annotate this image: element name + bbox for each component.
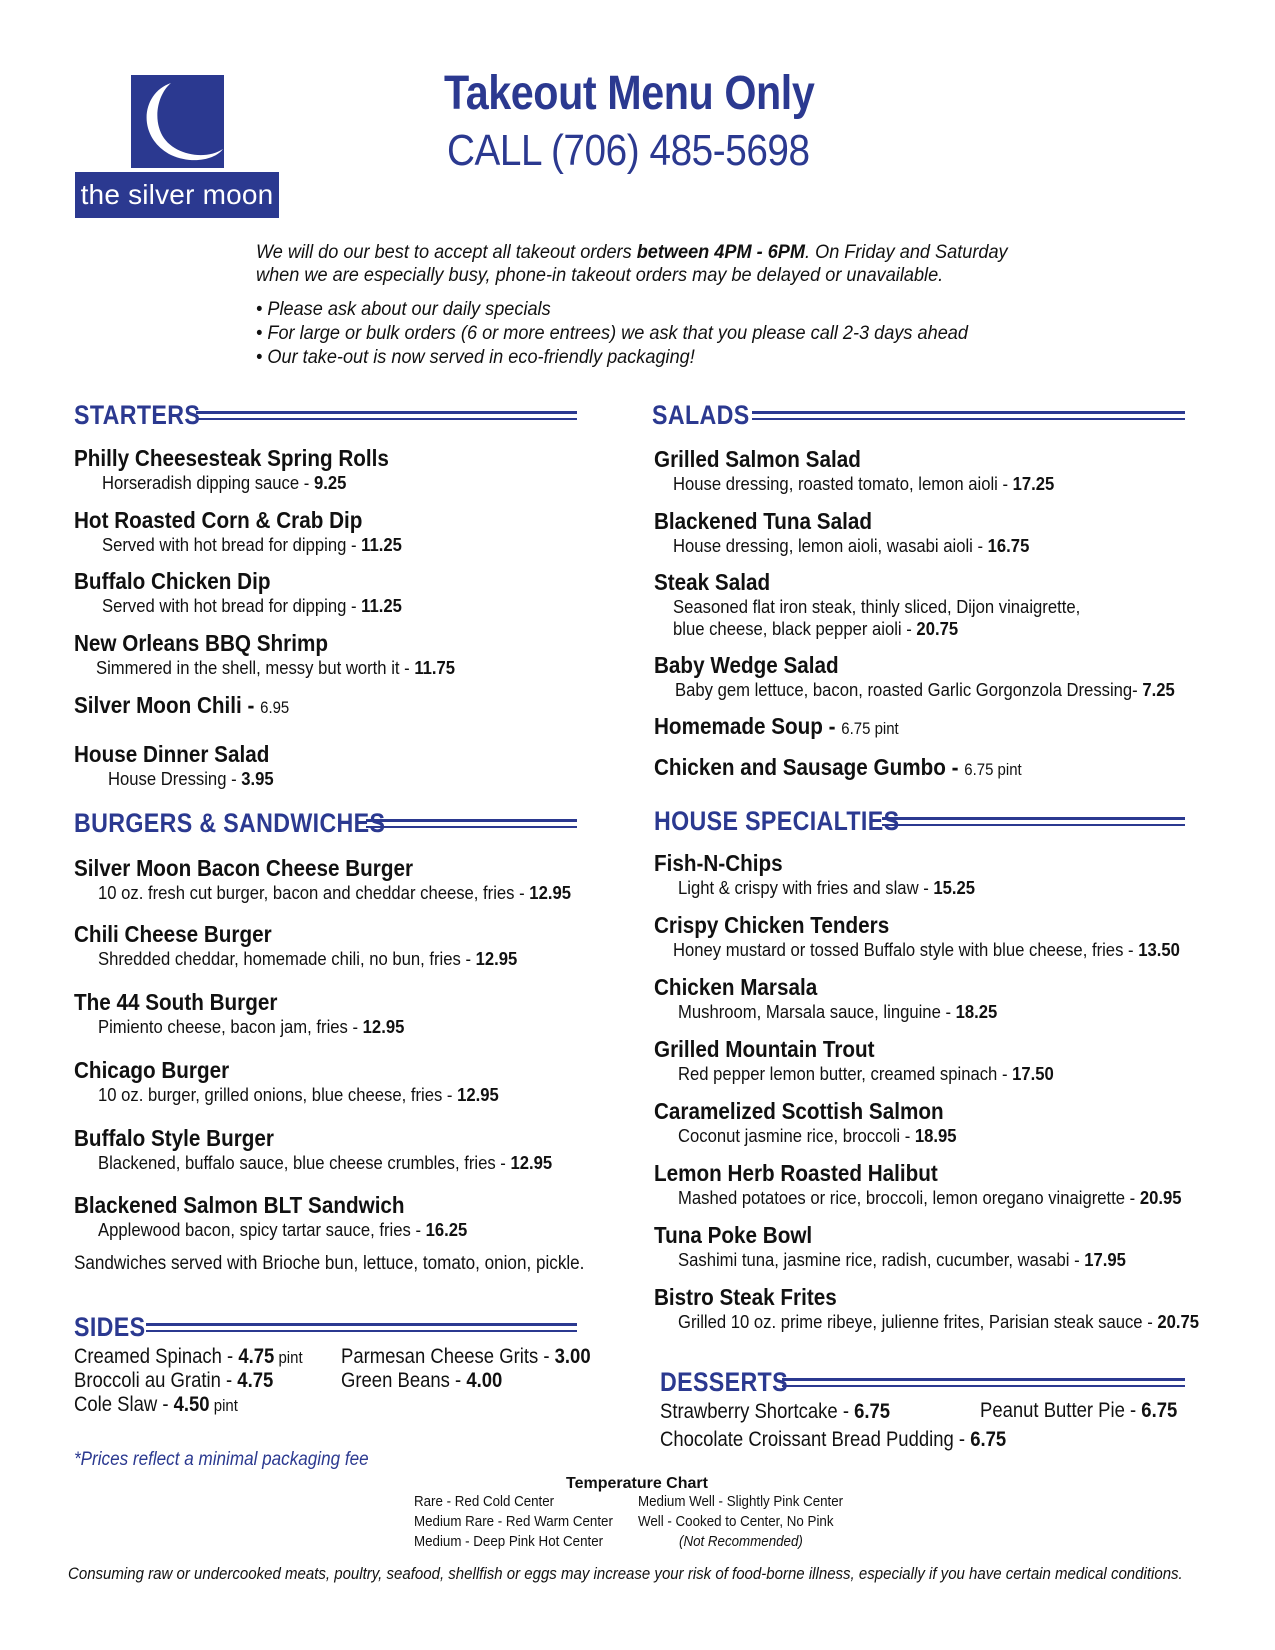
section-header-burgers [74,808,577,839]
side-item [341,1369,502,1393]
dessert-name: Chocolate Croissant Bread Pudding - [660,1428,971,1451]
item-desc [678,1125,957,1147]
item-name [654,754,1022,783]
section-rule [752,411,1185,420]
item-desc-text: Pimiento cheese, bacon jam, fries - [98,1016,363,1037]
intro-bullet: • Please ask about our daily specials [256,298,551,320]
item-name: Grilled Salmon Salad [654,446,861,472]
item-desc [673,939,1180,961]
side-item [74,1369,273,1393]
menu-item [74,741,296,790]
section-rule [882,817,1185,826]
section-rule [196,411,577,420]
menu-item [654,1036,1096,1085]
side-name: Creamed Spinach - [74,1345,239,1368]
item-price: 6.75 [964,760,994,779]
side-name: Broccoli au Gratin - [74,1369,238,1392]
menu-item [74,1125,603,1174]
section-title: BURGERS & SANDWICHES [74,808,386,838]
item-desc-text: Light & crispy with fries and slaw - [678,877,934,898]
item-price: 7.25 [1142,679,1175,700]
item-name: Grilled Mountain Trout [654,1036,875,1062]
item-desc-text: Mushroom, Marsala sauce, linguine - [678,1001,956,1022]
item-desc [98,1219,467,1241]
item-desc [678,1063,1054,1085]
menu-item [74,855,624,904]
item-name: Chicago Burger [74,1057,230,1083]
dessert-name: Peanut Butter Pie - [980,1399,1142,1422]
side-item [74,1345,303,1369]
menu-item [74,1057,543,1106]
menu-item [654,652,1230,701]
dessert-item [660,1400,890,1424]
menu-item [654,1160,1237,1209]
item-price: 9.25 [313,472,347,493]
item-desc-text: Sashimi tuna, jasmine rice, radish, cucumber, wasabi - [678,1249,1085,1270]
section-header-specialties [654,806,1185,837]
item-price: 18.95 [914,1125,957,1146]
side-price: 4.00 [466,1369,503,1392]
item-price: 20.75 [916,618,959,639]
dessert-item [980,1399,1177,1423]
item-desc-text: Mashed potatoes or rice, broccoli, lemon oregano vinaigrette - [678,1187,1140,1208]
temperature-entry: Medium Rare - Red Warm Center [414,1514,613,1530]
menu-item [74,921,564,970]
item-desc [673,473,1054,495]
item-desc-text: Blackened, buffalo sauce, blue cheese crumbles, fries - [98,1152,511,1173]
menu-item [654,508,1069,557]
item-desc-text: 10 oz. burger, grilled onions, blue cheese, fries - [98,1084,458,1105]
item-price: 17.50 [1012,1063,1054,1084]
item-desc-text: House Dressing - [108,768,242,789]
side-unit: pint [209,1396,238,1415]
menu-item [654,446,1097,495]
temperature-entry: (Not Recommended) [679,1534,803,1550]
intro-text: We will do our best to accept all takeout orders [256,241,637,263]
item-desc [678,1249,1126,1271]
temperature-chart-title: Temperature Chart [566,1475,708,1492]
item-desc-text: Coconut jasmine rice, broccoli - [678,1125,915,1146]
menu-item [654,974,1033,1023]
item-price: 20.75 [1157,1311,1200,1332]
menu-item [74,692,319,721]
item-price: 12.95 [475,948,518,969]
dessert-price: 6.75 [854,1400,891,1423]
item-name-text: Homemade Soup - [654,713,842,739]
item-desc-text: Honey mustard or tossed Buffalo style with blue cheese, fries - [673,939,1139,960]
item-desc: Seasoned flat iron steak, thinly sliced, Dijon vinaigrette, [673,596,1081,617]
section-rule [146,1323,577,1332]
item-desc [98,1152,552,1174]
item-desc [678,1187,1181,1209]
item-name: Lemon Herb Roasted Halibut [654,1160,938,1186]
section-header-sides [74,1312,577,1343]
menu-item [654,713,932,742]
item-price: 11.75 [414,657,456,678]
item-desc-text: Served with hot bread for dipping - [102,595,362,616]
crescent-moon-icon [131,75,224,168]
menu-item [74,445,432,494]
item-desc-text: House dressing, roasted tomato, lemon aioli - [673,473,1013,494]
item-price: 16.25 [425,1219,468,1240]
temperature-entry: Well - Cooked to Center, No Pink [638,1514,834,1530]
item-name: The 44 South Burger [74,989,278,1015]
item-desc [673,618,1080,640]
side-name: Parmesan Cheese Grits - [341,1345,555,1368]
menu-item [654,850,1008,899]
menu-item [654,1222,1176,1271]
temperature-entry: Medium - Deep Pink Hot Center [414,1534,604,1550]
item-name-text: Silver Moon Chili - [74,692,261,718]
item-name: Silver Moon Bacon Cheese Burger [74,855,414,881]
section-title: HOUSE SPECIALTIES [654,806,900,836]
side-name: Green Beans - [341,1369,467,1392]
section-title: STARTERS [74,400,201,430]
item-name: House Dinner Salad [74,741,270,767]
item-name: Tuna Poke Bowl [654,1222,813,1248]
item-price: 11.25 [361,595,402,616]
item-price: 3.95 [241,768,274,789]
item-price: 16.75 [987,535,1030,556]
item-price: 12.95 [529,882,571,903]
item-price: 17.95 [1084,1249,1126,1270]
section-title: DESSERTS [660,1367,788,1397]
menu-item [74,630,495,679]
item-desc [98,948,517,970]
dessert-price: 6.75 [970,1428,1007,1451]
item-unit: pint [993,760,1022,779]
item-name: Chili Cheese Burger [74,921,272,947]
item-desc-text: Horseradish dipping sauce - [102,472,314,493]
dessert-item [660,1428,1006,1452]
section-title: SALADS [652,400,750,430]
item-desc [102,472,399,494]
item-price: 17.25 [1012,473,1055,494]
item-name: Chicken Marsala [654,974,818,1000]
packaging-note: *Prices reflect a minimal packaging fee [74,1449,369,1470]
item-desc [98,1016,404,1038]
menu-item [654,1284,1257,1333]
sandwich-note: Sandwiches served with Brioche bun, lettuce, tomato, onion, pickle. [74,1253,585,1274]
item-name: Bistro Steak Frites [654,1284,837,1310]
item-desc [673,535,1029,557]
side-item [341,1345,591,1369]
menu-item [74,568,435,617]
item-price: 15.25 [933,877,976,898]
menu-item [74,1192,508,1241]
item-price: 6.75 [841,719,871,738]
item-name: Baby Wedge Salad [654,652,839,678]
side-price: 4.50 [173,1393,210,1416]
item-desc [678,877,975,899]
item-price: 11.25 [361,534,402,555]
item-desc-text: blue cheese, black pepper aioli - [673,618,917,639]
item-desc [678,1001,997,1023]
item-desc-text: Applewood bacon, spicy tartar sauce, fries - [98,1219,426,1240]
menu-item [654,754,1072,783]
side-unit: pint [274,1348,303,1367]
item-desc [96,657,455,679]
section-header-salads [652,400,1185,431]
item-desc-text: Served with hot bread for dipping - [102,534,362,555]
intro-bullet: • For large or bulk orders (6 or more entrees) we ask that you please call 2-3 days ahead [256,322,968,344]
section-title: SIDES [74,1312,146,1342]
menu-item [654,912,1236,961]
side-price: 4.75 [238,1345,275,1368]
item-name: Philly Cheesesteak Spring Rolls [74,445,389,471]
temperature-entry: Rare - Red Cold Center [414,1494,555,1510]
item-name: Buffalo Style Burger [74,1125,274,1151]
item-name: Blackened Salmon BLT Sandwich [74,1192,405,1218]
side-item [74,1393,238,1417]
item-unit: pint [870,719,899,738]
side-price: 3.00 [554,1345,591,1368]
item-desc [102,595,402,617]
item-name: Crispy Chicken Tenders [654,912,890,938]
temperature-entry: Medium Well - Slightly Pink Center [638,1494,844,1510]
item-name [74,692,289,721]
item-desc-text: Simmered in the shell, messy but worth it - [96,657,415,678]
item-name: Buffalo Chicken Dip [74,568,271,594]
menu-item [74,507,435,556]
intro-text: . On Friday and Saturday [805,241,1008,263]
dessert-price: 6.75 [1141,1399,1178,1422]
intro-bullet: • Our take-out is now served in eco-friendly packaging! [256,346,695,368]
item-desc-text: House dressing, lemon aioli, wasabi aioli - [673,535,988,556]
dessert-name: Strawberry Shortcake - [660,1400,855,1423]
item-desc-text: Grilled 10 oz. prime ribeye, julienne frites, Parisian steak sauce - [678,1311,1158,1332]
menu-item [74,989,438,1038]
health-disclaimer: Consuming raw or undercooked meats, poultry, seafood, shellfish or eggs may increase your risk of food-borne illness, especially if you have certain medical conditions. [68,1565,1183,1583]
section-rule [366,819,577,828]
item-desc [102,534,402,556]
item-name: Caramelized Scottish Salmon [654,1098,944,1124]
item-desc-text: Baby gem lettuce, bacon, roasted Garlic Gorgonzola Dressing- [675,679,1143,700]
item-desc [98,882,571,904]
intro-hours: between 4PM - 6PM [636,241,806,263]
item-price: 20.95 [1139,1187,1182,1208]
section-rule [782,1378,1185,1387]
item-desc [678,1311,1199,1333]
intro-line-2: when we are especially busy, phone-in takeout orders may be delayed or unavailable. [256,264,944,286]
logo-mark [131,75,224,168]
item-desc [675,679,1175,701]
section-header-starters [74,400,577,431]
intro-line-1 [256,240,1008,264]
item-price: 12.95 [510,1152,553,1173]
item-name: Fish-N-Chips [654,850,783,876]
item-price: 6.95 [260,698,290,717]
item-name: Blackened Tuna Salad [654,508,872,534]
side-price: 4.75 [237,1369,274,1392]
phone-number: CALL (706) 485-5698 [447,126,810,175]
item-desc-text: Shredded cheddar, homemade chili, no bun, fries - [98,948,476,969]
item-name-text: Chicken and Sausage Gumbo - [654,754,965,780]
item-price: 13.50 [1138,939,1180,960]
item-desc [108,768,277,790]
item-name: Steak Salad [654,569,771,595]
item-name: Hot Roasted Corn & Crab Dip [74,507,363,533]
logo-name: the silver moon [75,172,279,218]
menu-item [654,569,1125,640]
section-header-desserts [660,1367,1185,1398]
menu-item [654,1098,988,1147]
item-desc-text: Red pepper lemon butter, creamed spinach - [678,1063,1013,1084]
item-name [654,713,899,742]
side-name: Cole Slaw - [74,1393,174,1416]
page-title: Takeout Menu Only [444,67,815,120]
item-desc [98,1084,499,1106]
item-name: New Orleans BBQ Shrimp [74,630,328,656]
item-price: 18.25 [955,1001,998,1022]
item-price: 12.95 [457,1084,499,1105]
item-desc-text: 10 oz. fresh cut burger, bacon and cheddar cheese, fries - [98,882,530,903]
item-price: 12.95 [362,1016,405,1037]
